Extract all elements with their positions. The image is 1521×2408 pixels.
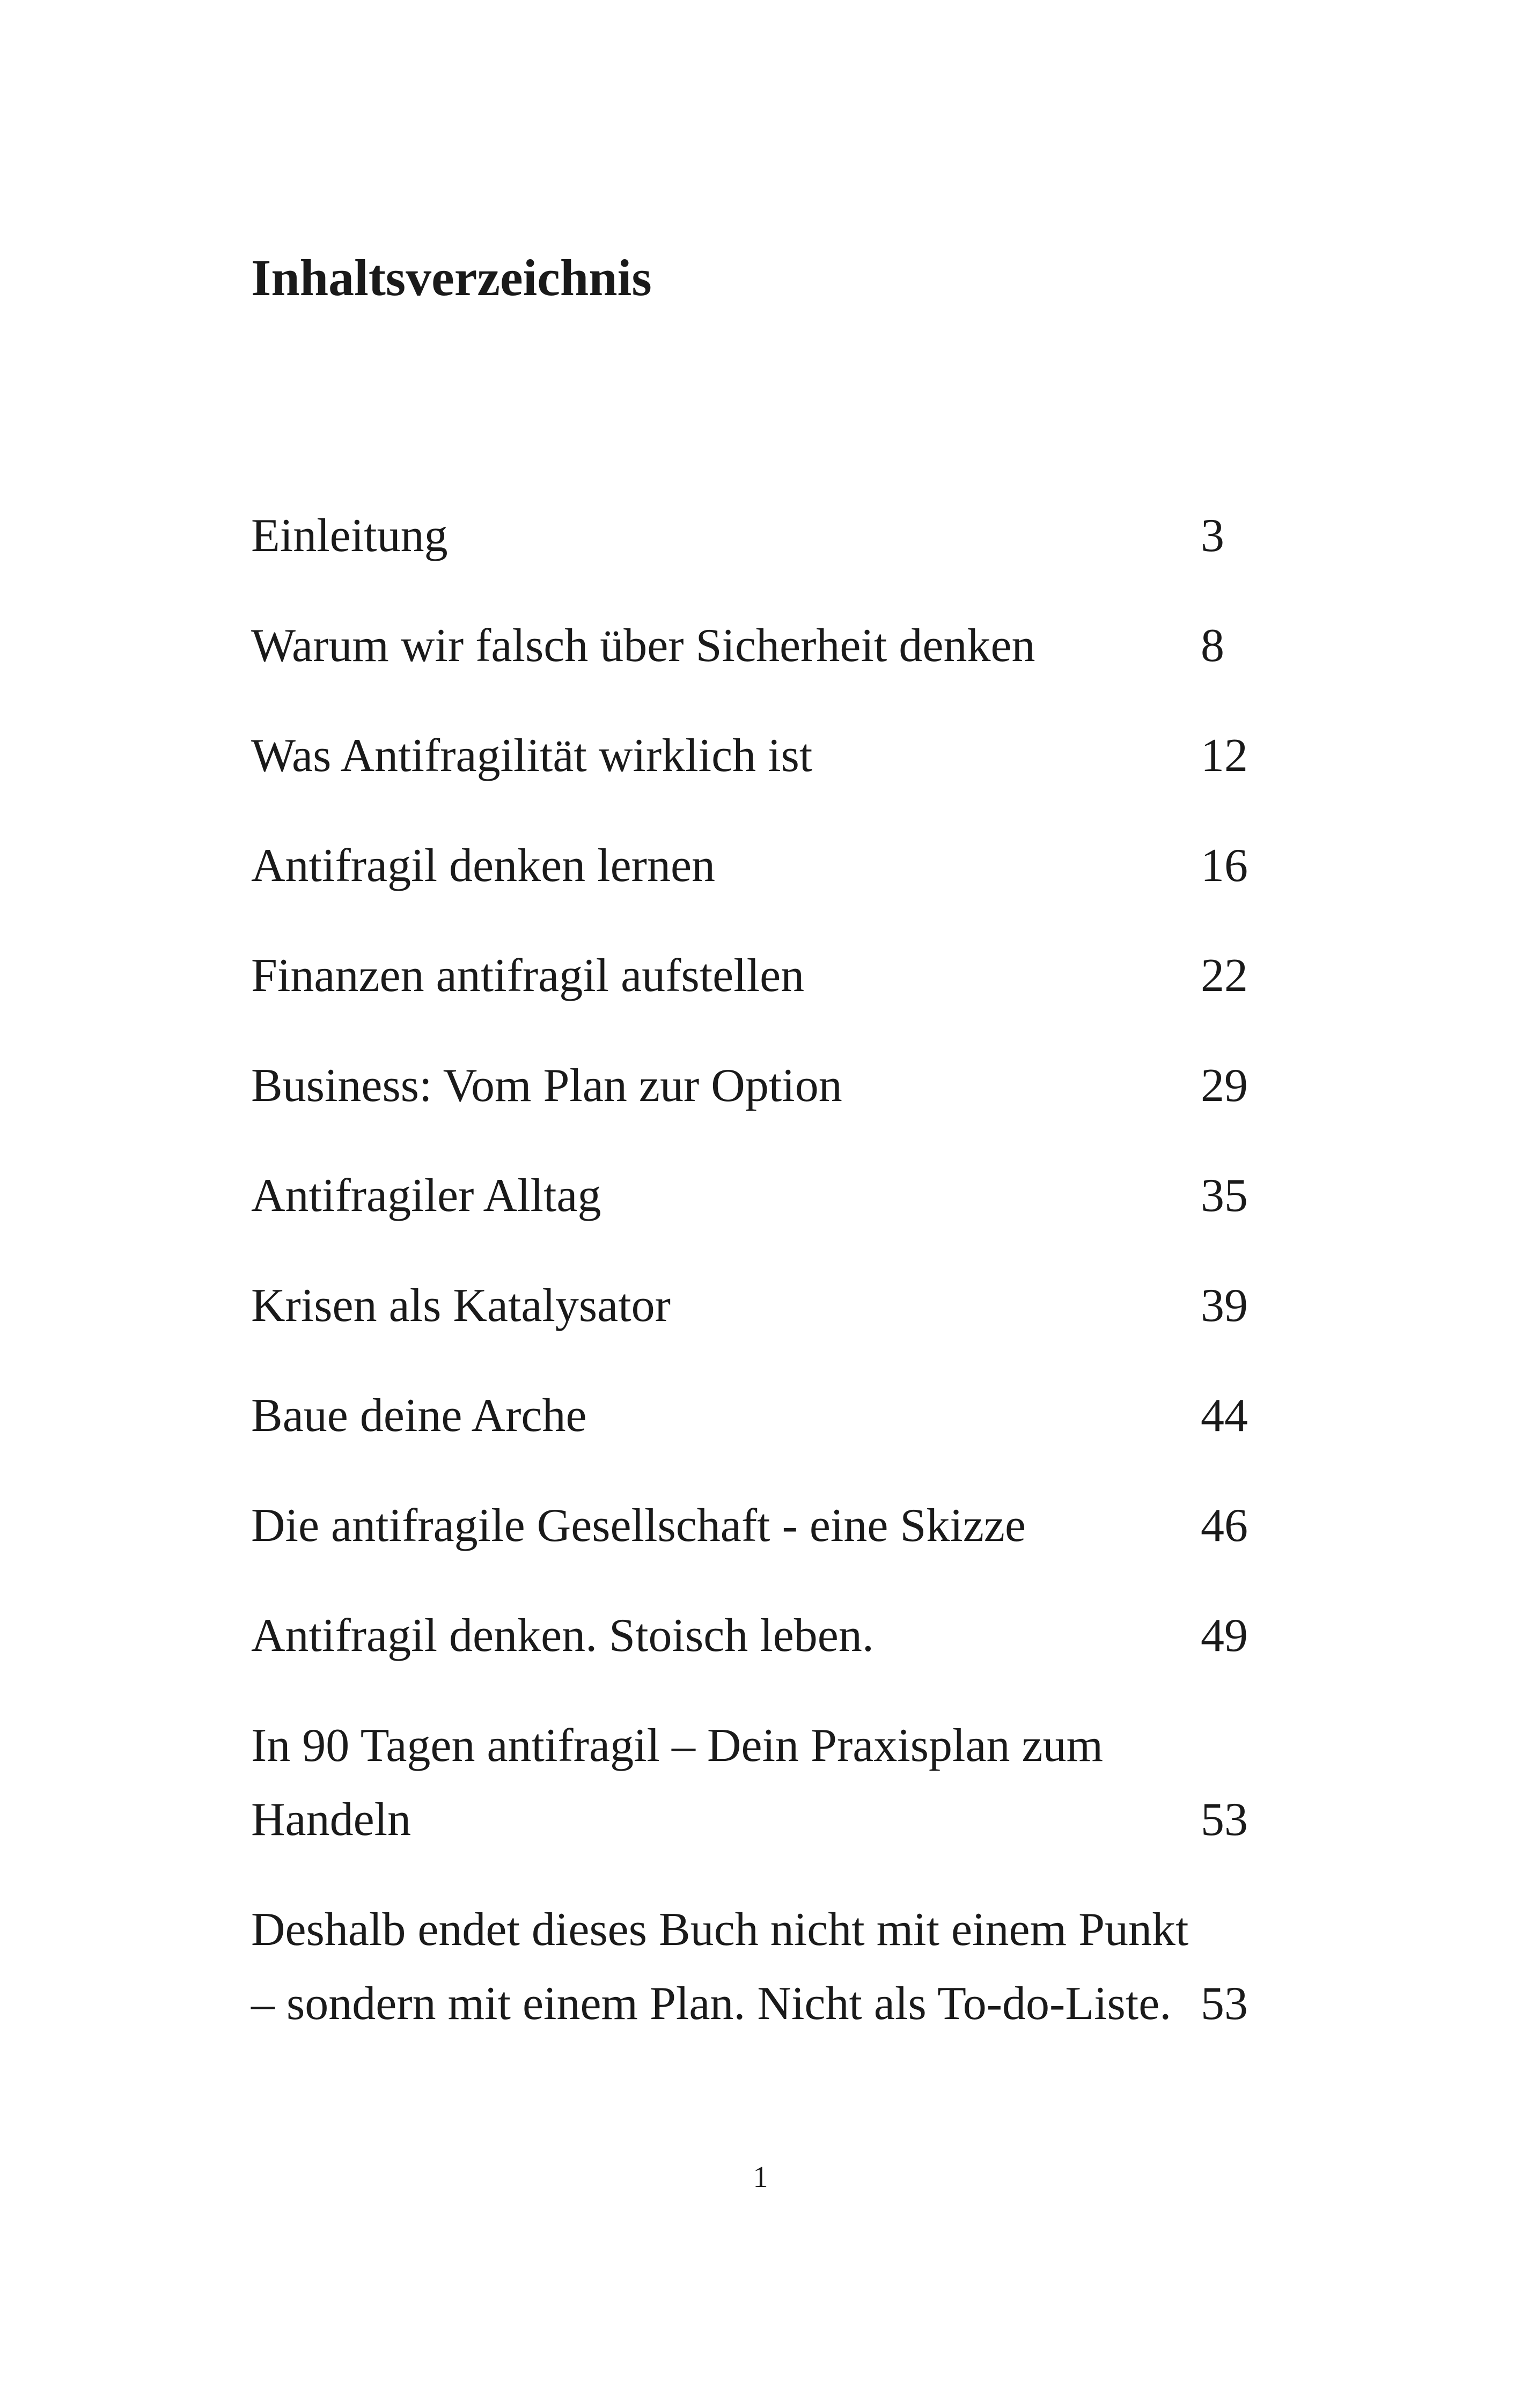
toc-entry-page: 35: [1201, 1170, 1248, 1222]
toc-entry-title: Antifragil denken lernen: [251, 840, 716, 892]
toc-entry: [251, 1599, 1249, 1673]
toc-entry-page: 8: [1201, 620, 1224, 672]
toc-entry: [251, 609, 1249, 683]
page-number: 1: [753, 2161, 768, 2194]
toc-entry-page: 16: [1201, 840, 1248, 892]
toc-entry: [251, 939, 1249, 1013]
toc-heading: Inhaltsverzeichnis: [251, 249, 652, 306]
toc-entry: [251, 1379, 1249, 1453]
toc-entry-title: Deshalb endet dieses Buch nicht mit einem Punkt – sondern mit einem Plan. Nicht als To-do-Liste.: [251, 1904, 1189, 2030]
toc-entry-page: 29: [1201, 1060, 1248, 1112]
toc-entry-title: Finanzen antifragil aufstellen: [251, 950, 805, 1002]
toc-entry: [251, 829, 1249, 903]
toc-entry-page: 12: [1201, 730, 1248, 782]
toc-entry-title: Einleitung: [251, 510, 448, 562]
toc-entry-page: 53: [1201, 1978, 1248, 2030]
toc-entry-title: Die antifragile Gesellschaft - eine Skizze: [251, 1500, 1026, 1552]
toc-entry-page: 44: [1201, 1390, 1248, 1442]
toc-entry-title: Was Antifragilität wirklich ist: [251, 730, 813, 782]
toc-entry-page: 53: [1201, 1794, 1248, 1846]
toc-entry: [251, 1709, 1249, 1857]
toc-entry: [251, 719, 1249, 793]
toc-list: [251, 499, 1249, 2077]
toc-entry-title: In 90 Tagen antifragil – Dein Praxisplan zum Handeln: [251, 1720, 1104, 1846]
toc-entry-page: 3: [1201, 510, 1224, 562]
toc-entry: [251, 1269, 1249, 1343]
toc-entry: [251, 1489, 1249, 1563]
toc-entry: [251, 499, 1249, 573]
toc-entry-title: Antifragil denken. Stoisch leben.: [251, 1610, 874, 1662]
toc-entry-page: 49: [1201, 1610, 1248, 1662]
toc-entry-page: 22: [1201, 950, 1248, 1002]
toc-entry-title: Baue deine Arche: [251, 1390, 587, 1442]
toc-entry-page: 46: [1201, 1500, 1248, 1552]
toc-entry-title: Warum wir falsch über Sicherheit denken: [251, 620, 1035, 672]
toc-entry-page: 39: [1201, 1280, 1248, 1332]
toc-entry-title: Antifragiler Alltag: [251, 1170, 601, 1222]
toc-entry: [251, 1159, 1249, 1233]
toc-entry: [251, 1049, 1249, 1123]
toc-entry-title: Business: Vom Plan zur Option: [251, 1060, 842, 1112]
toc-entry: [251, 1893, 1249, 2041]
toc-entry-title: Krisen als Katalysator: [251, 1280, 671, 1332]
